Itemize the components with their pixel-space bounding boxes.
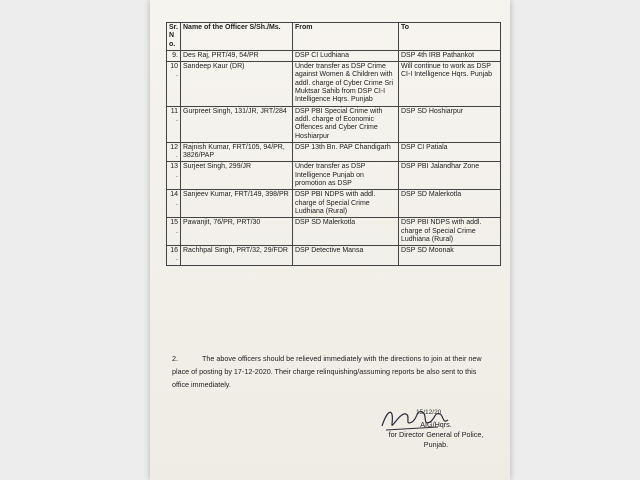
table-row <box>167 190 501 218</box>
cell-to: DSP 4th IRB Pathankot <box>399 50 501 61</box>
table-row <box>167 246 501 266</box>
cell-to: DSP SD Malerkotla <box>399 190 501 218</box>
cell-from: Under transfer as DSP Crime against Women & Children with addl. charge of Cyber Crime Sri Muktsar Sahib from DSP CI-I Intelligence Hqrs. Punjab <box>293 62 399 106</box>
cell-sr: 13. <box>167 162 181 190</box>
table-row <box>167 162 501 190</box>
cell-name: Rajnish Kumar, FRT/105, 94/PR, 3826/PAP <box>181 142 293 162</box>
document-page <box>150 0 510 480</box>
table-row <box>167 62 501 106</box>
cell-to: DSP PBI Jalandhar Zone <box>399 162 501 190</box>
header-sr-no: Sr. No. <box>167 23 181 51</box>
cell-name: Sanjeev Kumar, FRT/149, 398/PR <box>181 190 293 218</box>
table-header-row <box>167 23 501 51</box>
table-row <box>167 106 501 142</box>
cell-to: Will continue to work as DSP CI-I Intelligence Hqrs. Punjab <box>399 62 501 106</box>
table-row <box>167 50 501 61</box>
cell-name: Des Raj, PRT/49, 54/PR <box>181 50 293 61</box>
instruction-paragraph <box>172 352 494 391</box>
cell-from: DSP Detective Mansa <box>293 246 399 266</box>
cell-name: Surjeet Singh, 299/JR <box>181 162 293 190</box>
cell-sr: 12. <box>167 142 181 162</box>
cell-sr: 14. <box>167 190 181 218</box>
cell-to: DSP SD Hoshiarpur <box>399 106 501 142</box>
signature-block <box>366 409 506 450</box>
signatory-state: Punjab. <box>423 440 449 449</box>
paragraph-text: The above officers should be relieved immediately with the directions to join at their new place of posting by 17-12-2020. Their charge relinquishing/assuming reports be also sent to this office immediately. <box>172 354 482 389</box>
cell-sr: 15. <box>167 218 181 246</box>
cell-name: Gurpreet Singh, 131/JR, JRT/284 <box>181 106 293 142</box>
cell-from: DSP 13th Bn. PAP Chandigarh <box>293 142 399 162</box>
posting-table <box>166 22 501 266</box>
cell-to: DSP SD Moonak <box>399 246 501 266</box>
cell-sr: 9. <box>167 50 181 61</box>
cell-from: DSP PBI NDPS with addl. charge of Special Crime Ludhiana (Rural) <box>293 190 399 218</box>
signatory-designation: AIG/Hqrs. <box>420 420 452 429</box>
cell-to: DSP CI Patiala <box>399 142 501 162</box>
handwritten-date: 15/12/20 <box>416 409 442 416</box>
cell-sr: 16. <box>167 246 181 266</box>
cell-sr: 11. <box>167 106 181 142</box>
signatory-on-behalf: for Director General of Police, <box>388 430 484 439</box>
cell-sr: 10. <box>167 62 181 106</box>
cell-name: Rachhpal Singh, PRT/32, 29/FDR <box>181 246 293 266</box>
table-row <box>167 218 501 246</box>
cell-from: Under transfer as DSP Intelligence Punjab on promotion as DSP <box>293 162 399 190</box>
cell-to: DSP PBI NDPS with addl. charge of Special Crime Ludhiana (Rural) <box>399 218 501 246</box>
cell-from: DSP SD Malerkotla <box>293 218 399 246</box>
cell-from: DSP PBI Special Crime with addl. charge of Economic Offences and Cyber Crime Hoshiarpur <box>293 106 399 142</box>
paragraph-number: 2. <box>172 354 178 363</box>
header-from: From <box>293 23 399 51</box>
table-row <box>167 142 501 162</box>
header-officer-name: Name of the Officer S/Sh./Ms. <box>181 23 293 51</box>
cell-name: Pawanjit, 76/PR, PRT/30 <box>181 218 293 246</box>
cell-from: DSP CI Ludhiana <box>293 50 399 61</box>
cell-name: Sandeep Kaur (DR) <box>181 62 293 106</box>
header-to: To <box>399 23 501 51</box>
